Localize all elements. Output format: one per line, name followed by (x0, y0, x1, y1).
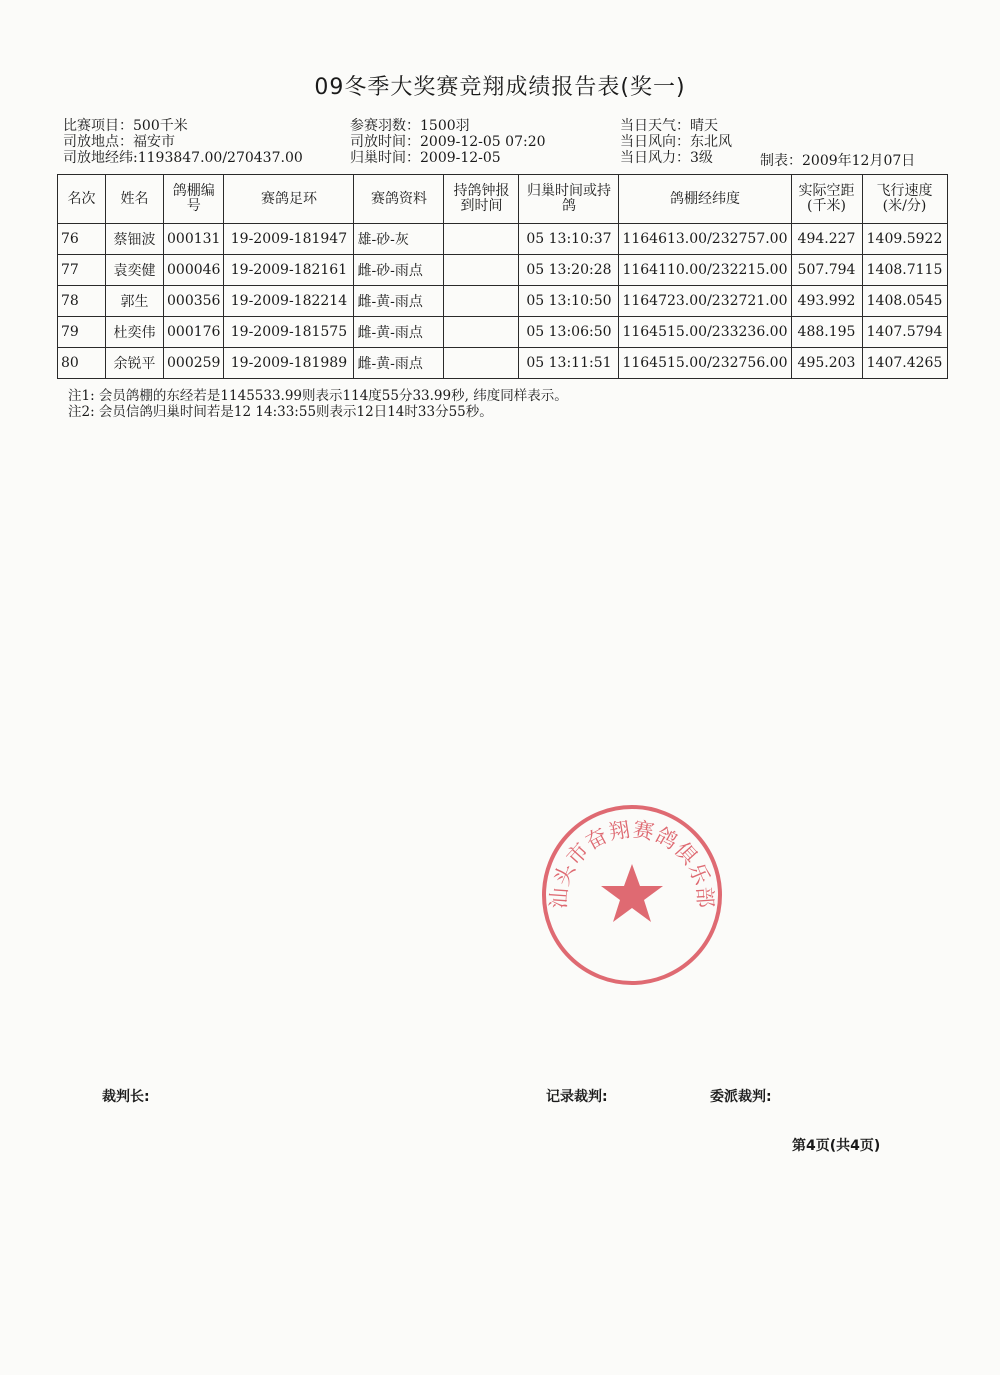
cell-return-time: 05 13:10:37 (519, 224, 619, 255)
results-table (57, 174, 948, 379)
cell-return-time: 05 13:06:50 (519, 317, 619, 348)
cell-speed: 1409.5922 (862, 224, 947, 255)
cell-return-time: 05 13:20:28 (519, 255, 619, 286)
cell-loft-id: 000259 (164, 348, 224, 379)
wind-direction: 当日风向：东北风 (620, 134, 732, 150)
cell-loft-id: 000046 (164, 255, 224, 286)
header-loft-coords: 鸽棚经纬度 (619, 175, 791, 224)
cell-loft-coords: 1164613.00/232757.00 (619, 224, 791, 255)
race-info-column-1 (63, 118, 303, 166)
cell-ring: 19-2009-181989 (224, 348, 354, 379)
header-speed: 飞行速度(米/分) (862, 175, 947, 224)
footnote-2: 注2: 会员信鸽归巢时间若是12 14:33:55则表示12日14时33分55秒。 (68, 404, 493, 420)
cell-loft-id: 000356 (164, 286, 224, 317)
cell-name: 郭生 (106, 286, 164, 317)
header-loft-id: 鸽棚编号 (164, 175, 224, 224)
cell-name: 杜奕伟 (106, 317, 164, 348)
table-made-date: 制表：2009年12月07日 (760, 153, 916, 169)
header-distance: 实际空距(千米) (791, 175, 862, 224)
cell-speed: 1408.7115 (862, 255, 947, 286)
table-row (58, 348, 948, 379)
chief-judge-signature-label: 裁判长: (102, 1089, 150, 1105)
appointed-judge-signature-label: 委派裁判: (710, 1089, 772, 1105)
footnotes (68, 388, 568, 420)
table-header-row (58, 175, 948, 224)
header-return-time: 归巢时间或持鸽 (519, 175, 619, 224)
weather: 当日天气：晴天 (620, 118, 718, 134)
cell-clock-report (444, 286, 519, 317)
header-name: 姓名 (106, 175, 164, 224)
header-rank: 名次 (58, 175, 106, 224)
cell-clock-report (444, 317, 519, 348)
cell-rank: 77 (58, 255, 106, 286)
cell-ring: 19-2009-182214 (224, 286, 354, 317)
seal-star-icon (601, 864, 663, 922)
cell-distance: 507.794 (791, 255, 862, 286)
header-clock-report: 持鸽钟报到时间 (444, 175, 519, 224)
cell-loft-coords: 1164515.00/233236.00 (619, 317, 791, 348)
release-location: 司放地点：福安市 (63, 134, 175, 150)
cell-bird-info: 雌-黄-雨点 (354, 348, 444, 379)
footnote-1: 注1: 会员鸽棚的东经若是1145533.99则表示114度55分33.99秒, 纬度同样表示。 (68, 388, 568, 404)
cell-rank: 76 (58, 224, 106, 255)
wind-force: 当日风力：3级 (620, 150, 713, 166)
cell-rank: 78 (58, 286, 106, 317)
cell-ring: 19-2009-181575 (224, 317, 354, 348)
cell-clock-report (444, 224, 519, 255)
cell-rank: 79 (58, 317, 106, 348)
table-row (58, 255, 948, 286)
record-judge-signature-label: 记录裁判: (546, 1089, 608, 1105)
header-ring: 赛鸽足环 (224, 175, 354, 224)
cell-name: 蔡钿波 (106, 224, 164, 255)
entry-count: 参赛羽数：1500羽 (350, 118, 470, 134)
cell-clock-report (444, 348, 519, 379)
cell-loft-coords: 1164515.00/232756.00 (619, 348, 791, 379)
cell-distance: 493.992 (791, 286, 862, 317)
cell-speed: 1407.4265 (862, 348, 947, 379)
cell-speed: 1407.5794 (862, 317, 947, 348)
cell-ring: 19-2009-182161 (224, 255, 354, 286)
cell-bird-info: 雄-砂-灰 (354, 224, 444, 255)
cell-rank: 80 (58, 348, 106, 379)
cell-speed: 1408.0545 (862, 286, 947, 317)
cell-loft-id: 000176 (164, 317, 224, 348)
race-info-column-3 (620, 118, 732, 166)
cell-bird-info: 雌-黄-雨点 (354, 317, 444, 348)
cell-bird-info: 雌-砂-雨点 (354, 255, 444, 286)
release-coordinates: 司放地经纬:1193847.00/270437.00 (63, 150, 303, 166)
seal-text-path: 汕头市奋翔赛鸽俱乐部 (546, 817, 718, 910)
page-number: 第4页(共4页) (792, 1138, 881, 1154)
race-info-column-2 (350, 118, 546, 166)
cell-distance: 495.203 (791, 348, 862, 379)
cell-return-time: 05 13:10:50 (519, 286, 619, 317)
table-row (58, 286, 948, 317)
table-row (58, 317, 948, 348)
cell-name: 余锐平 (106, 348, 164, 379)
cell-loft-coords: 1164110.00/232215.00 (619, 255, 791, 286)
club-seal (537, 800, 727, 990)
cell-return-time: 05 13:11:51 (519, 348, 619, 379)
table-row (58, 224, 948, 255)
release-time: 司放时间：2009-12-05 07:20 (350, 134, 546, 150)
cell-loft-id: 000131 (164, 224, 224, 255)
cell-name: 袁奕健 (106, 255, 164, 286)
report-title: 09冬季大奖赛竞翔成绩报告表(奖一) (314, 75, 686, 100)
cell-distance: 488.195 (791, 317, 862, 348)
cell-bird-info: 雌-黄-雨点 (354, 286, 444, 317)
return-date: 归巢时间：2009-12-05 (350, 150, 501, 166)
cell-ring: 19-2009-181947 (224, 224, 354, 255)
cell-loft-coords: 1164723.00/232721.00 (619, 286, 791, 317)
header-bird-info: 赛鸽资料 (354, 175, 444, 224)
cell-clock-report (444, 255, 519, 286)
cell-distance: 494.227 (791, 224, 862, 255)
race-item: 比赛项目：500千米 (63, 118, 188, 134)
